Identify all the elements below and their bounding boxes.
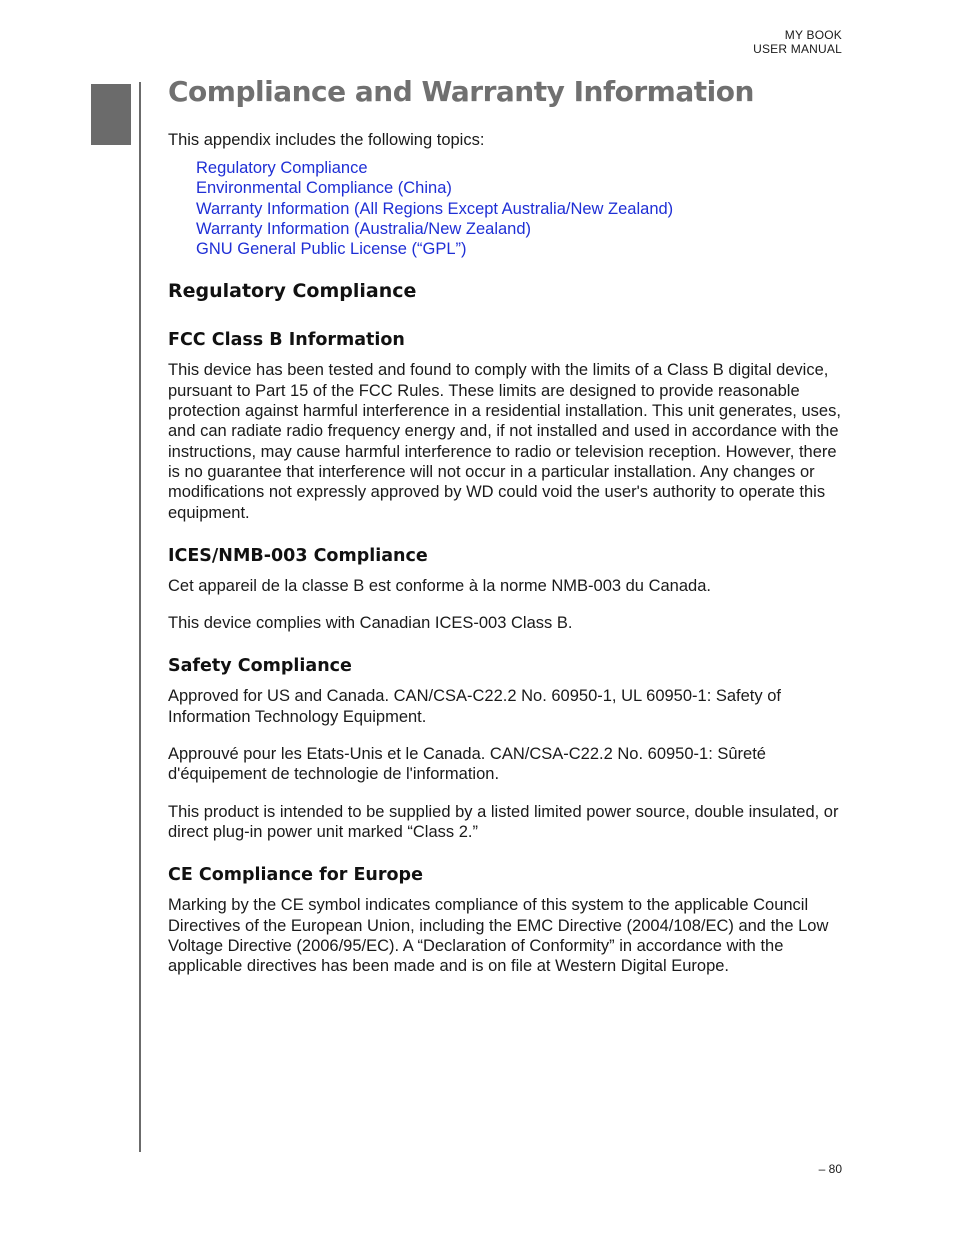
- topic-link-regulatory[interactable]: Regulatory Compliance: [196, 159, 368, 177]
- margin-rule: [139, 82, 141, 1152]
- topic-link-gpl[interactable]: GNU General Public License (“GPL”): [196, 240, 467, 259]
- section-heading-ices: ICES/NMB-003 Compliance: [168, 545, 428, 566]
- safety-text-power: This product is intended to be supplied by a listed limited power source, double insulated, or direct plug-in power unit marked “Class 2.”: [168, 802, 839, 841]
- safety-text-fr: Approuvé pour les Etats-Unis et le Canada. CAN/CSA-C22.2 No. 60950-1: Sûreté d'équipement de technologie de l'information.: [168, 745, 766, 784]
- section-heading-safety: Safety Compliance: [168, 656, 352, 677]
- intro-text: This appendix includes the following topics:: [168, 131, 485, 149]
- topic-link-warranty-anz[interactable]: Warranty Information (Australia/New Zealand): [196, 219, 532, 238]
- ices-text-en: This device complies with Canadian ICES-003 Class B.: [168, 614, 573, 633]
- header-manual: USER MANUAL: [753, 42, 842, 56]
- topic-list: [196, 158, 844, 259]
- fcc-text: This device has been tested and found to comply with the limits of a Class B digital device, pursuant to Part 15 of the FCC Rules. These limits are designed to provide reasonable protection against harmful interference in a residential installation. This unit generates, uses, and can radiate radio frequency energy and, if not installed and used in accordance with the instructions, may cause harmful interference to radio or television reception. However, there is no guarantee that interference will not occur in a particular installation. Any changes or modifications not expressly approved by WD could void the user's authority to operate this equipment.: [168, 361, 841, 522]
- topic-link-environmental[interactable]: Environmental Compliance (China): [196, 179, 452, 198]
- page-title: Compliance and Warranty Information: [168, 75, 754, 108]
- running-header: [753, 28, 842, 56]
- section-heading-ce: CE Compliance for Europe: [168, 865, 423, 886]
- chapter-tab: [91, 84, 131, 145]
- section-heading-fcc: FCC Class B Information: [168, 330, 405, 351]
- topic-link-warranty-all[interactable]: Warranty Information (All Regions Except Australia/New Zealand): [196, 199, 674, 218]
- section-heading-regulatory: Regulatory Compliance: [168, 280, 417, 303]
- page-content: [168, 74, 844, 976]
- page-number: – 80: [818, 1162, 842, 1176]
- ices-text-fr: Cet appareil de la classe B est conforme à la norme NMB-003 du Canada.: [168, 576, 711, 595]
- header-product: MY BOOK: [784, 28, 842, 42]
- ce-text: Marking by the CE symbol indicates compliance of this system to the applicable Council Directives of the European Union, including the EMC Directive (2004/108/EC) and the Low Voltage Directive (2006/95/EC). A “Declaration of Conformity” in accordance with the applicable directives has been made and is on file at Western Digital Europe.: [168, 896, 829, 976]
- safety-text-en: Approved for US and Canada. CAN/CSA-C22.2 No. 60950-1, UL 60950-1: Safety of Information Technology Equipment.: [168, 687, 781, 726]
